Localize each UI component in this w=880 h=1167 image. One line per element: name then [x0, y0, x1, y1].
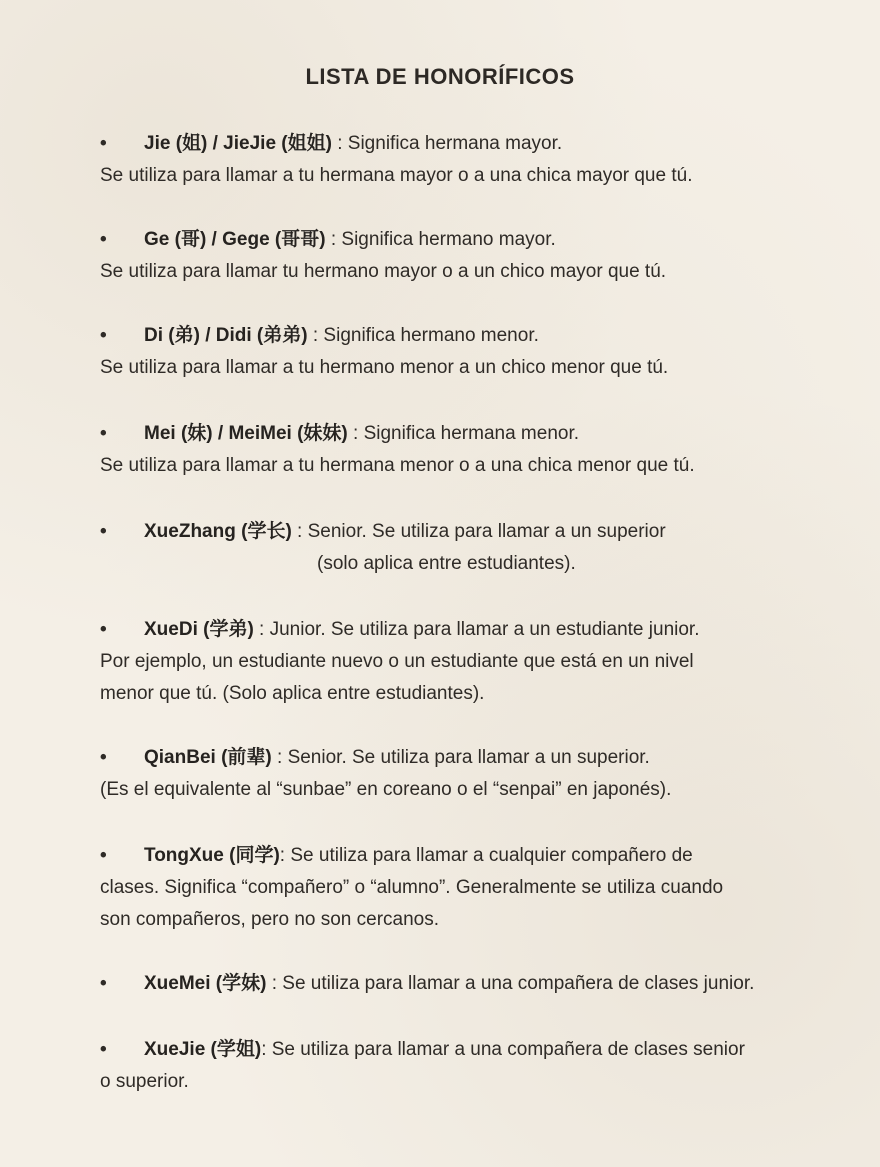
- definition: : Significa hermano menor.: [307, 325, 539, 346]
- page-title: LISTA DE HONORÍFICOS: [305, 64, 575, 89]
- term: TongXue (同学): [144, 845, 280, 866]
- list-item-tongxue: [100, 840, 860, 936]
- definition: : Significa hermana menor.: [347, 423, 580, 444]
- bullet-icon: •: [100, 521, 107, 542]
- definition: : Senior. Se utiliza para llamar a un superior: [291, 521, 666, 542]
- definition: : Se utiliza para llamar a una compañera de clases senior: [261, 1039, 745, 1060]
- bullet-icon: •: [100, 325, 107, 346]
- bullet-icon: •: [100, 423, 107, 444]
- definition: : Se utiliza para llamar a cualquier compañero de: [279, 845, 693, 866]
- bullet-icon: •: [100, 133, 107, 154]
- description: clases. Significa “compañero” o “alumno”. Generalmente se utiliza cuando: [100, 877, 724, 898]
- bullet-icon: •: [100, 229, 107, 250]
- list-item-jie: [100, 128, 860, 192]
- description-continued: menor que tú. (Solo aplica entre estudiantes).: [100, 683, 485, 704]
- description: (solo aplica entre estudiantes).: [317, 553, 576, 574]
- bullet-icon: •: [100, 845, 107, 866]
- definition: : Junior. Se utiliza para llamar a un estudiante junior.: [253, 619, 700, 640]
- description: Por ejemplo, un estudiante nuevo o un estudiante que está en un nivel: [100, 651, 694, 672]
- bullet-icon: •: [100, 973, 107, 994]
- definition: : Significa hermana mayor.: [331, 133, 563, 154]
- term: XueMei (学妹): [144, 973, 267, 994]
- term: Mei (妹) / MeiMei (妹妹): [144, 423, 348, 444]
- description: (Es el equivalente al “sunbae” en coreano o el “senpai” en japonés).: [100, 779, 672, 800]
- list-item-xuemei: [100, 968, 860, 1000]
- description: Se utiliza para llamar a tu hermana menor o a una chica menor que tú.: [100, 455, 695, 476]
- list-item-xuezhang: [100, 516, 860, 580]
- definition: : Se utiliza para llamar a una compañera de clases junior.: [266, 973, 755, 994]
- list-item-qianbei: [100, 742, 860, 806]
- description: Se utiliza para llamar a tu hermano menor a un chico menor que tú.: [100, 357, 669, 378]
- list-item-di: [100, 320, 860, 384]
- list-item-xuejie: [100, 1034, 860, 1098]
- term: XueJie (学姐): [144, 1039, 262, 1060]
- description-continued: son compañeros, pero no son cercanos.: [100, 909, 440, 930]
- term: XueZhang (学长): [144, 521, 292, 542]
- definition: : Significa hermano mayor.: [325, 229, 556, 250]
- bullet-icon: •: [100, 747, 107, 768]
- description: o superior.: [100, 1071, 189, 1092]
- definition: : Senior. Se utiliza para llamar a un superior.: [271, 747, 650, 768]
- term: XueDi (学弟): [144, 619, 254, 640]
- list-item-mei: [100, 418, 860, 482]
- bullet-icon: •: [100, 1039, 107, 1060]
- term: QianBei (前辈): [144, 747, 272, 768]
- term: Jie (姐) / JieJie (姐姐): [144, 133, 332, 154]
- list-item-xuedi: [100, 614, 860, 710]
- term: Di (弟) / Didi (弟弟): [144, 325, 308, 346]
- term: Ge (哥) / Gege (哥哥): [144, 229, 326, 250]
- description: Se utiliza para llamar a tu hermana mayor o a una chica mayor que tú.: [100, 165, 693, 186]
- description: Se utiliza para llamar tu hermano mayor o a un chico mayor que tú.: [100, 261, 667, 282]
- bullet-icon: •: [100, 619, 107, 640]
- list-item-ge: [100, 224, 860, 288]
